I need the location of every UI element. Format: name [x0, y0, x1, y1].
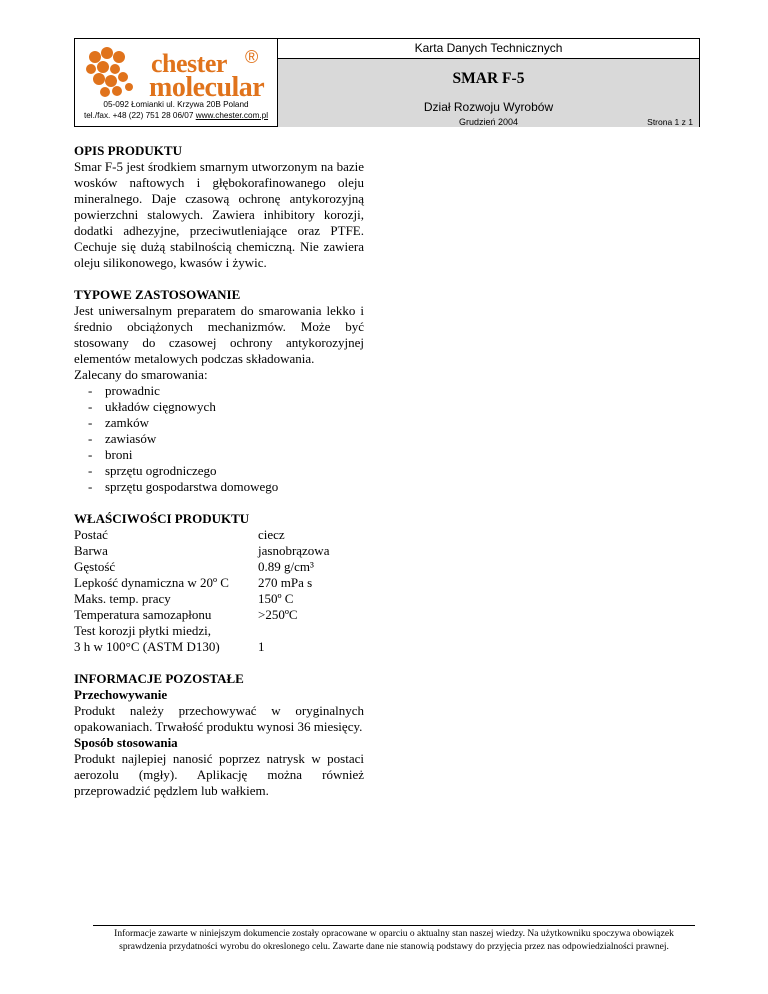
property-value [258, 623, 404, 639]
table-row [74, 575, 404, 591]
property-value: >250ºC [258, 607, 298, 622]
section-title-pozostale: INFORMACJE POZOSTAŁE [74, 671, 244, 686]
logo-box [75, 39, 278, 126]
property-name: 3 h w 100°C (ASTM D130) [74, 639, 220, 654]
website-link[interactable]: www.chester.com.pl [195, 111, 269, 120]
company-contact [75, 110, 277, 121]
section-title-wlasciwosci: WŁAŚCIWOŚCI PRODUKTU [74, 511, 250, 526]
usage-heading: Sposób stosowania [74, 735, 178, 750]
section-title-opis: OPIS PRODUKTU [74, 143, 182, 158]
logo-text-chester: chester [151, 49, 227, 78]
property-name: Temperatura samozapłonu [74, 607, 212, 622]
storage-heading: Przechowywanie [74, 687, 168, 702]
usage-text: Produkt najlepiej nanosić poprzez natrysk w postaci aerozolu (mgły). Aplikację można również przeprowadzić pędzlem lub wałkiem. [74, 751, 364, 798]
list-intro: Zalecany do smarowania: [74, 367, 208, 382]
header-title-area [278, 59, 699, 127]
table-row [74, 623, 404, 639]
property-value: 1 [258, 639, 265, 654]
contact-phone: tel./fax. +48 (22) 751 28 06/07 [83, 111, 196, 120]
table-row [74, 607, 404, 623]
section-title-zastosowanie: TYPOWE ZASTOSOWANIE [74, 287, 241, 302]
table-row [74, 639, 404, 655]
list-item: - układów cięgnowych [74, 399, 364, 415]
department: Dział Rozwoju Wyrobów [423, 100, 554, 114]
list-item: - prowadnic [74, 383, 364, 399]
table-row [74, 543, 404, 559]
storage-text: Produkt należy przechowywać w oryginalnych opakowaniach. Trwałość produktu wynosi 36 miesięcy. [74, 703, 364, 734]
document-body [74, 143, 364, 799]
product-title: SMAR F-5 [452, 70, 525, 87]
property-value: 270 mPa s [258, 575, 313, 590]
property-value: ciecz [258, 527, 285, 542]
list-item: - zamków [74, 415, 364, 431]
property-name: Lepkość dynamiczna w 20º C [74, 575, 229, 590]
property-name: Gęstość [74, 559, 116, 574]
property-value: 150º C [258, 591, 294, 606]
registered-mark: ® [245, 47, 259, 67]
zastosowanie-text: Jest uniwersalnym preparatem do smarowania lekko i średnio obciążonych mechanizmów. Może być stosowany do czasowej ochrony antykorozyjnej elementów metalowych podczas składowania. [74, 303, 364, 366]
application-list [74, 383, 364, 495]
document-header [74, 38, 700, 127]
table-row [74, 559, 404, 575]
company-address: 05-092 Łomianki ul. Krzywa 20B Poland [103, 100, 249, 109]
list-item: - sprzętu ogrodniczego [74, 463, 364, 479]
logo-text-molecular: molecular [149, 72, 265, 103]
property-value: 0.89 g/cm³ [258, 559, 314, 574]
header-info [278, 39, 699, 126]
list-item: - sprzętu gospodarstwa domowego [74, 479, 364, 495]
document-date: Grudzień 2004 [458, 117, 519, 127]
document-type: Karta Danych Technicznych [278, 39, 699, 59]
properties-table [74, 527, 404, 655]
list-item: - broni [74, 447, 364, 463]
table-row [74, 591, 404, 607]
property-name: Test korozji płytki miedzi, [74, 623, 212, 638]
molecule-logo-icon [85, 47, 155, 99]
page-number: Strona 1 z 1 [647, 117, 693, 127]
property-name: Barwa [74, 543, 108, 558]
footer-divider [93, 925, 695, 926]
footer-disclaimer [74, 928, 714, 954]
property-value: jasnobrązowa [258, 543, 330, 558]
table-row [74, 527, 404, 543]
list-item: - zawiasów [74, 431, 364, 447]
footer-line-2: sprawdzenia przydatności wyrobu do okreslonego celu. Zawarte dane nie stanowią podstawy do przyjęcia przez nas odpowiedzialności prawnej. [119, 942, 669, 952]
property-name: Postać [74, 527, 108, 542]
footer-line-1: Informacje zawarte w niniejszym dokumencie zostały opracowane w oparciu o aktualny stan naszej wiedzy. Na użytkowniku spoczywa obowiązek [114, 929, 674, 939]
opis-text: Smar F-5 jest środkiem smarnym utworzonym na bazie wosków naftowych i głębokorafinowanego oleju mineralnego. Daje czasową ochronę antykorozyjną powierzchni stalowych. Zawiera inhibitory korozji, dodatki adhezyjne, przeciwutleniające oraz PTFE. Cechuje się dużą stabilnością chemiczną. Nie zawiera oleju silikonowego, kwasów i żywic. [74, 159, 364, 270]
property-name: Maks. temp. pracy [74, 591, 171, 606]
